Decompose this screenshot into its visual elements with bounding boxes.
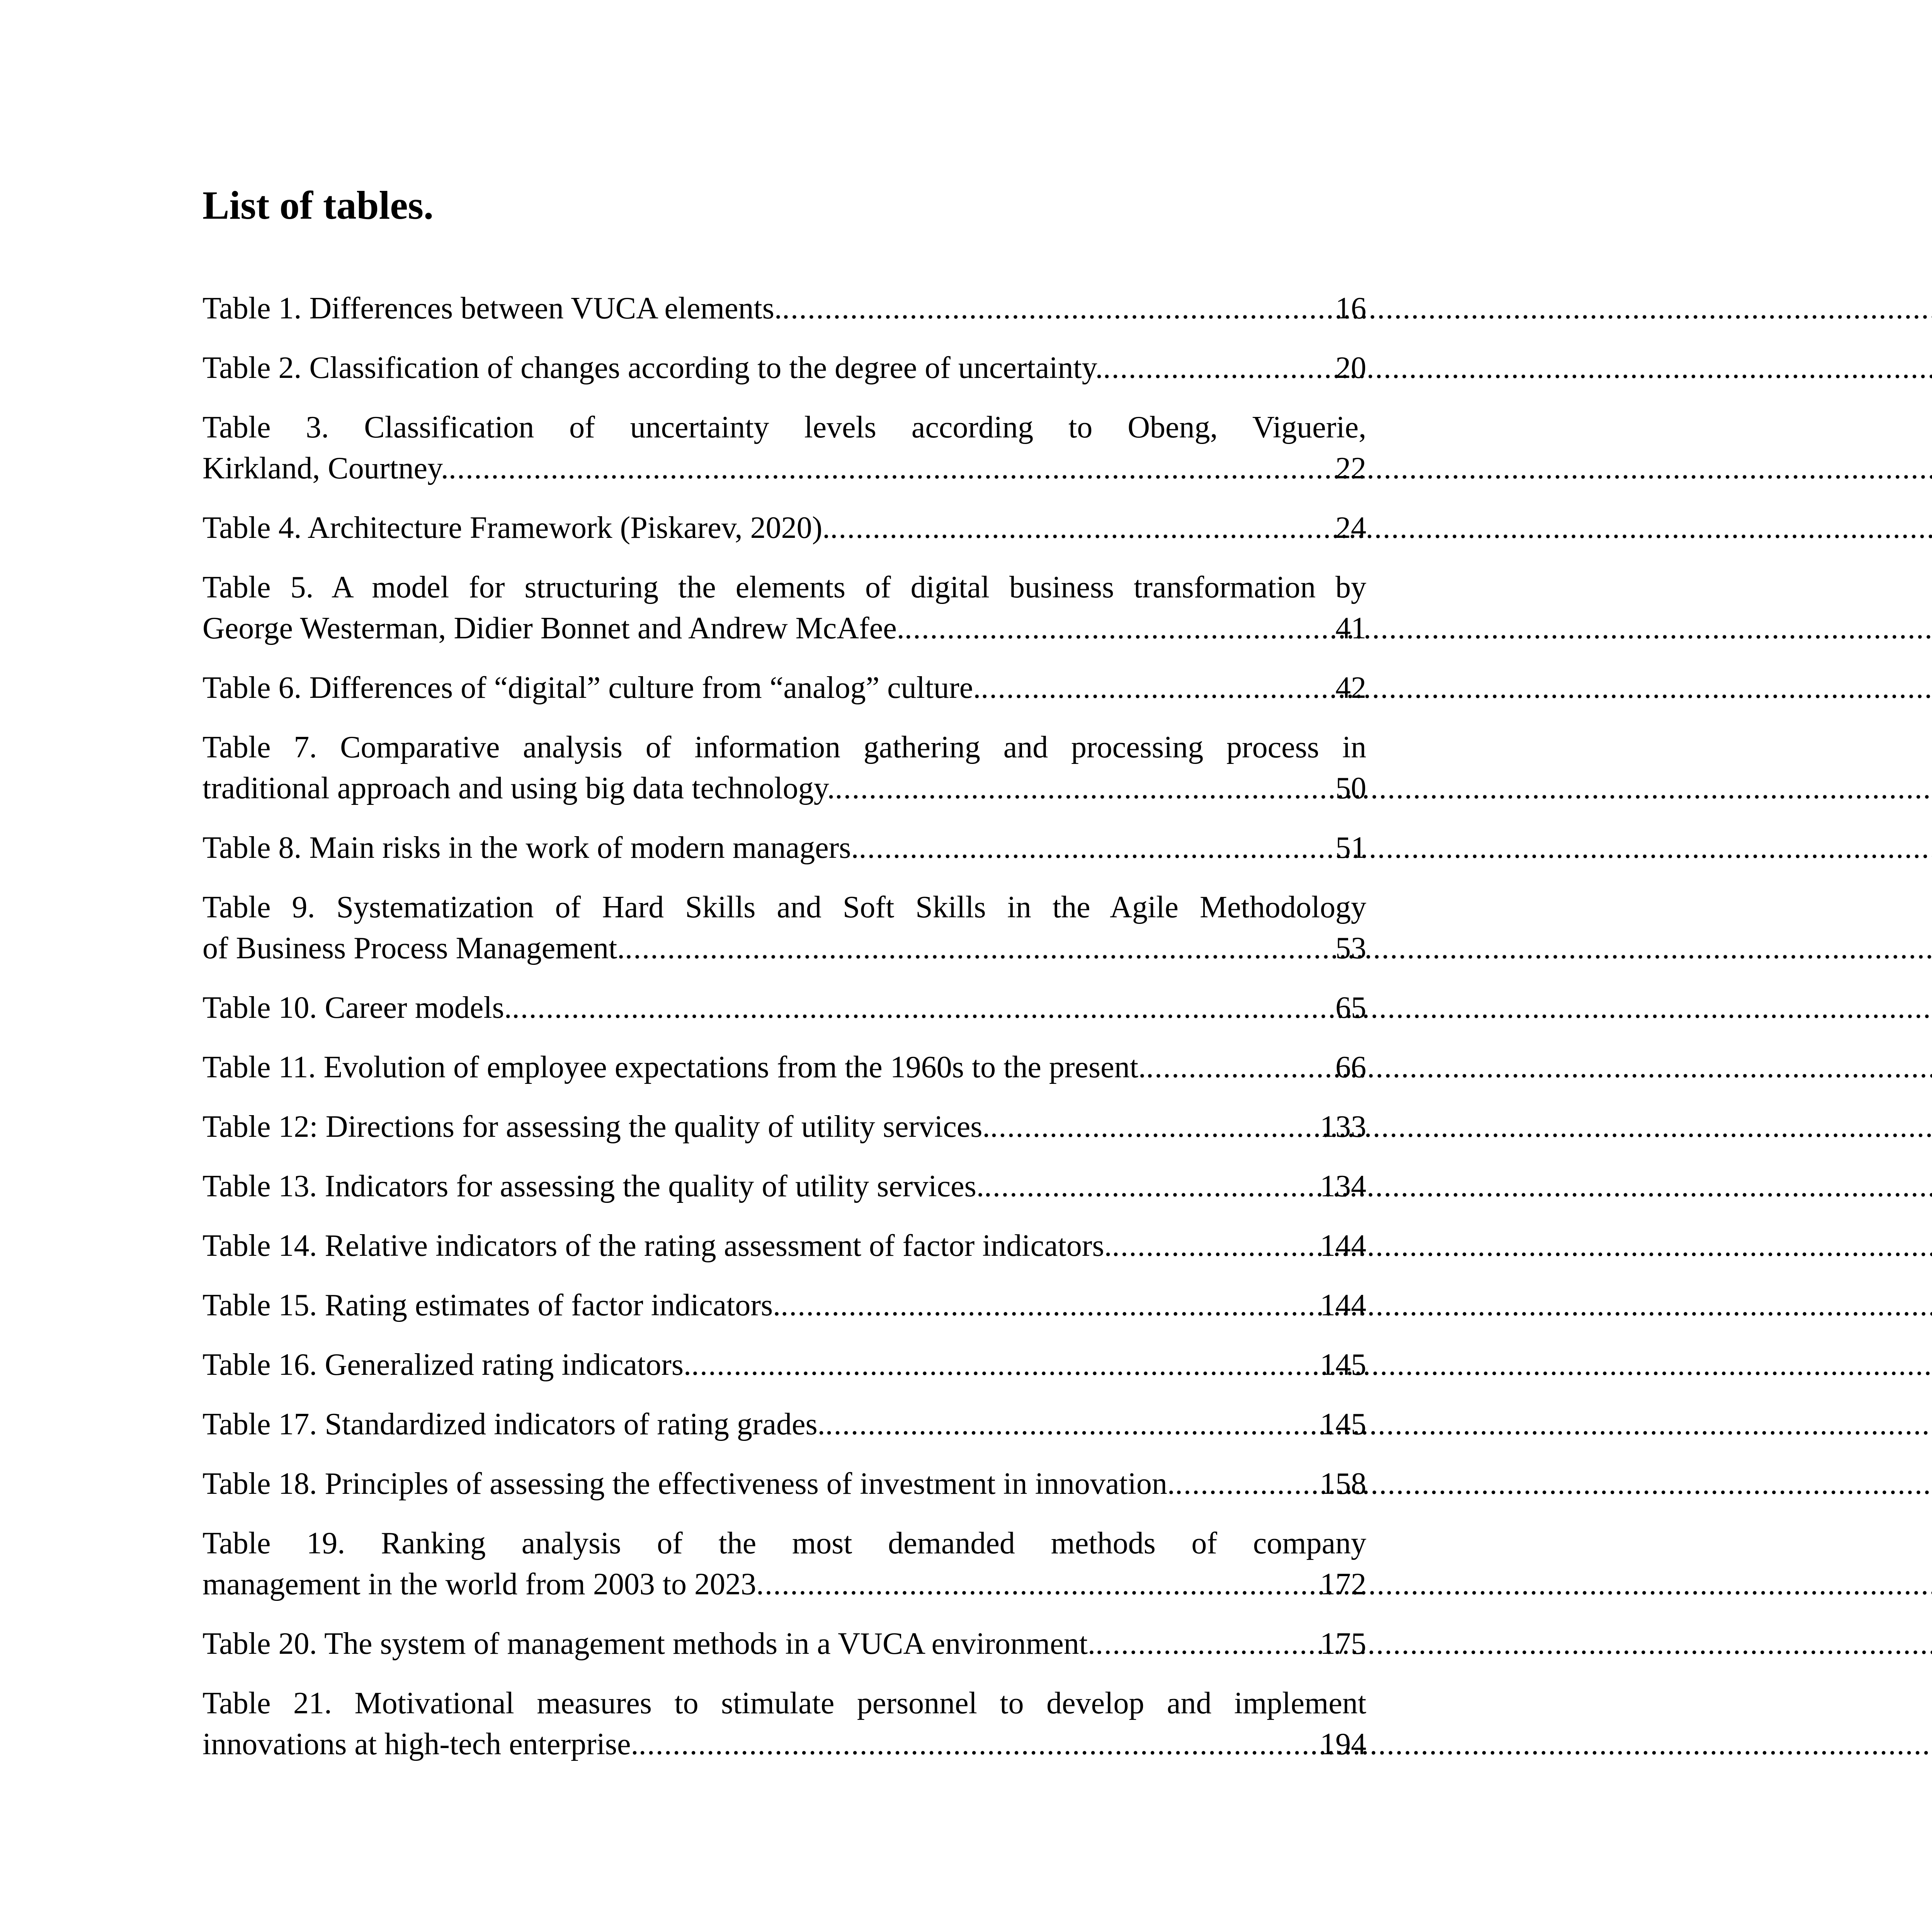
toc-entry-title: Table 16. Generalized rating indicators.	[202, 1348, 691, 1382]
toc-entry-line	[202, 827, 1366, 868]
toc-entry-title: Table 20. The system of management methods in a VUCA environment.	[202, 1627, 1096, 1661]
page-number: 22	[1335, 451, 1366, 485]
page-number: 144	[1320, 1229, 1366, 1263]
toc-entry-title-line: Table 9. Systematization of Hard Skills and Soft Skills in the Agile Methodology	[202, 890, 1366, 924]
page-number: 66	[1335, 1050, 1366, 1084]
dot-leader	[625, 928, 1335, 969]
toc-entry-title: Table 15. Rating estimates of factor indicators.	[202, 1288, 781, 1322]
page-number: 53	[1335, 931, 1366, 965]
dot-leader	[756, 1564, 1320, 1605]
toc-entry-title: Table 8. Main risks in the work of modern managers.	[202, 831, 859, 865]
toc-entry[interactable]	[202, 667, 1366, 708]
page-number: 42	[1335, 671, 1366, 705]
toc-entry[interactable]	[202, 727, 1366, 809]
page-number: 65	[1335, 991, 1366, 1025]
dot-leader	[691, 1344, 1320, 1385]
page-number: 50	[1335, 771, 1366, 805]
toc-entry-title: George Westerman, Didier Bonnet and Andrew McAfee.	[202, 611, 905, 645]
toc-entry-title: innovations at high-tech enterprise.	[202, 1727, 639, 1761]
dot-leader	[782, 288, 1335, 329]
toc-entry-line	[202, 1047, 1366, 1088]
toc-entry[interactable]	[202, 407, 1366, 489]
toc-entry-line	[202, 1285, 1366, 1326]
toc-entry-title: Table 10. Career models.	[202, 991, 512, 1025]
toc-entry-line	[202, 1344, 1366, 1385]
toc-entry-title: management in the world from 2003 to 2023	[202, 1567, 757, 1601]
toc-entry[interactable]	[202, 827, 1366, 868]
toc-entry[interactable]	[202, 887, 1366, 969]
page-number: 24	[1335, 511, 1366, 545]
page-number: 16	[1335, 291, 1366, 325]
page-number: 20	[1335, 351, 1366, 385]
toc-entry[interactable]	[202, 1683, 1366, 1765]
toc-entry-line	[202, 667, 1366, 708]
page-number: 175	[1320, 1627, 1366, 1661]
page-title: List of tables.	[202, 183, 434, 228]
toc-entry-title: Table 18. Principles of assessing the effectiveness of investment in innovation.	[202, 1467, 1175, 1501]
page-number: 194	[1320, 1727, 1366, 1761]
dot-leader	[825, 1404, 1320, 1445]
page-number: 51	[1335, 831, 1366, 865]
toc-entry-title: traditional approach and using big data technology.	[202, 771, 835, 805]
dot-leader	[781, 1285, 1320, 1326]
toc-entry-line	[202, 1724, 1366, 1765]
dot-leader	[990, 1106, 1320, 1147]
toc-entry-line	[202, 1463, 1366, 1504]
toc-entry[interactable]	[202, 1523, 1366, 1605]
toc-entry-title-line: Table 5. A model for structuring the elements of digital business transformation by	[202, 570, 1366, 604]
toc-entry[interactable]	[202, 987, 1366, 1028]
toc-entry[interactable]	[202, 1166, 1366, 1207]
toc-entry-line	[202, 928, 1366, 969]
page-number: 133	[1320, 1110, 1366, 1144]
toc-entry-title: Table 13. Indicators for assessing the quality of utility services.	[202, 1169, 984, 1203]
toc-entry-title-line: Table 21. Motivational measures to stimulate personnel to develop and implement	[202, 1686, 1366, 1720]
toc-entry-title-line: Table 3. Classification of uncertainty levels according to Obeng, Viguerie,	[202, 410, 1366, 444]
dot-leader	[859, 827, 1335, 868]
dot-leader	[835, 768, 1335, 809]
page-number: 41	[1335, 611, 1366, 645]
toc-entry-title: Table 14. Relative indicators of the rating assessment of factor indicators.	[202, 1229, 1112, 1263]
toc-entry-line	[202, 1564, 1366, 1605]
toc-entry-line	[202, 1166, 1366, 1207]
toc-entry-line	[202, 608, 1366, 649]
dot-leader	[984, 1166, 1320, 1207]
dot-leader	[981, 667, 1335, 708]
page-number: 158	[1320, 1467, 1366, 1501]
toc-entry-title-line: Table 19. Ranking analysis of the most demanded methods of company	[202, 1526, 1366, 1560]
toc-entry-line	[202, 1404, 1366, 1445]
toc-entry[interactable]	[202, 567, 1366, 649]
toc-entry[interactable]	[202, 1623, 1366, 1664]
toc-entry-line	[202, 347, 1366, 388]
toc-entry-line	[202, 1106, 1366, 1147]
toc-entry-line	[202, 507, 1366, 548]
page-number: 172	[1320, 1567, 1366, 1601]
table-list	[202, 288, 1366, 1783]
toc-entry[interactable]	[202, 347, 1366, 388]
toc-entry-title: Table 1. Differences between VUCA elements.	[202, 291, 782, 325]
toc-entry[interactable]	[202, 1463, 1366, 1504]
toc-entry-title-line: Table 7. Comparative analysis of information gathering and processing process in	[202, 730, 1366, 764]
page-number: 145	[1320, 1348, 1366, 1382]
toc-entry-title: Table 12: Directions for assessing the quality of utility services.	[202, 1110, 990, 1144]
dot-leader	[512, 987, 1335, 1028]
page-number: 134	[1320, 1169, 1366, 1203]
toc-entry[interactable]	[202, 288, 1366, 329]
toc-entry-title: of Business Process Management.	[202, 931, 625, 965]
dot-leader	[905, 608, 1335, 649]
toc-entry-line	[202, 1225, 1366, 1266]
dot-leader	[1175, 1463, 1320, 1504]
toc-entry[interactable]	[202, 1225, 1366, 1266]
dot-leader	[1112, 1225, 1320, 1266]
toc-entry-line	[202, 1623, 1366, 1664]
page-number: 145	[1320, 1407, 1366, 1441]
toc-entry[interactable]	[202, 1106, 1366, 1147]
dot-leader	[449, 448, 1335, 489]
toc-entry[interactable]	[202, 1404, 1366, 1445]
toc-entry-line	[202, 768, 1366, 809]
toc-entry-line	[202, 987, 1366, 1028]
toc-entry[interactable]	[202, 1344, 1366, 1385]
page-number: 144	[1320, 1288, 1366, 1322]
dot-leader	[1146, 1047, 1335, 1088]
dot-leader	[830, 507, 1335, 548]
toc-entry-title: Kirkland, Courtney.	[202, 451, 449, 485]
toc-entry-title: Table 4. Architecture Framework (Piskarev, 2020).	[202, 511, 830, 545]
toc-entry-title: Table 6. Differences of “digital” culture from “analog” culture.	[202, 671, 981, 705]
toc-entry[interactable]	[202, 1285, 1366, 1326]
dot-leader	[1095, 1623, 1320, 1664]
toc-entry-title: Table 11. Evolution of employee expectations from the 1960s to the present.	[202, 1050, 1146, 1084]
toc-entry-title: Table 2. Classification of changes according to the degree of uncertainty.	[202, 351, 1103, 385]
toc-entry-line	[202, 448, 1366, 489]
toc-entry[interactable]	[202, 507, 1366, 548]
toc-entry[interactable]	[202, 1047, 1366, 1088]
dot-leader	[1103, 347, 1335, 388]
dot-leader	[639, 1724, 1320, 1765]
toc-entry-title: Table 17. Standardized indicators of rating grades.	[202, 1407, 825, 1441]
toc-entry-line	[202, 288, 1366, 329]
